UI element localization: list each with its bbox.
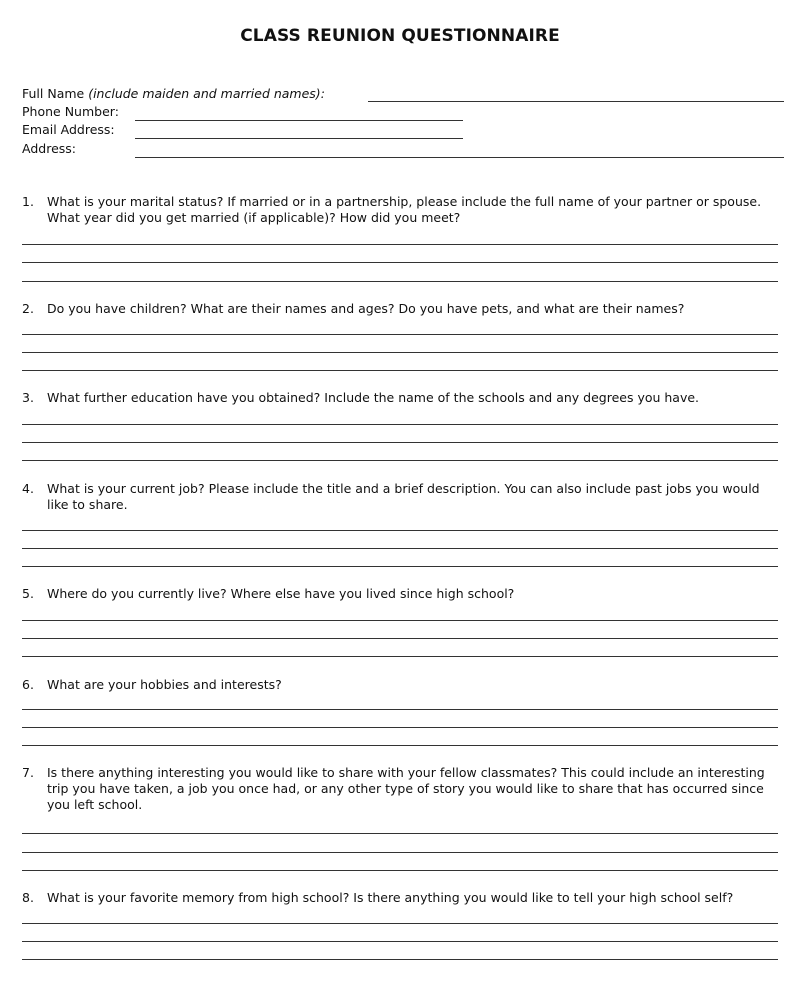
answer-line-5a[interactable] [22,620,778,621]
answer-line-1a[interactable] [22,244,778,245]
answer-line-8a[interactable] [22,923,778,924]
full-name-label-text: Full Name [22,86,89,101]
phone-number-label: Phone Number: [22,104,119,119]
answer-line-1c[interactable] [22,281,778,282]
question-6 [22,677,784,693]
question-number: 1. [22,194,34,209]
answer-line-2b[interactable] [22,352,778,353]
question-text: What further education have you obtained? Include the name of the schools and any degrees you have. [47,390,700,405]
question-3 [22,390,784,406]
answer-line-3b[interactable] [22,442,778,443]
question-number: 6. [22,677,34,692]
answer-line-7c[interactable] [22,870,778,871]
answer-line-2a[interactable] [22,334,778,335]
question-number: 2. [22,301,34,316]
question-4 [22,481,784,513]
full-name-label [22,86,325,101]
answer-line-7b[interactable] [22,852,778,853]
answer-line-6c[interactable] [22,745,778,746]
question-text: What is your favorite memory from high school? Is there anything you would like to tell your high school self? [47,890,734,905]
question-text: What is your marital status? If married or in a partnership, please include the full name of your partner or spouse. What year did you get married (if applicable)? How did you meet? [47,194,762,225]
question-number: 5. [22,586,34,601]
answer-line-5b[interactable] [22,638,778,639]
question-number: 4. [22,481,34,496]
full-name-label-suffix: : [320,86,325,101]
answer-line-6b[interactable] [22,727,778,728]
question-text: Is there anything interesting you would like to share with your fellow classmates? This could include an interesting trip you have taken, a job you once had, or any other type of story you would like to share that has occurred since you left school. [47,765,765,812]
answer-line-2c[interactable] [22,370,778,371]
phone-number-field[interactable] [135,120,463,121]
full-name-field[interactable] [368,101,784,102]
question-2 [22,301,784,317]
answer-line-3c[interactable] [22,460,778,461]
answer-line-8b[interactable] [22,941,778,942]
page-title: CLASS REUNION QUESTIONNAIRE [240,26,560,46]
question-number: 8. [22,890,34,905]
answer-line-5c[interactable] [22,656,778,657]
question-8 [22,890,784,906]
question-text: Where do you currently live? Where else have you lived since high school? [47,586,515,601]
answer-line-4c[interactable] [22,566,778,567]
email-address-field[interactable] [135,138,463,139]
address-field[interactable] [135,157,784,158]
answer-line-1b[interactable] [22,262,778,263]
address-label: Address: [22,141,76,156]
answer-line-6a[interactable] [22,709,778,710]
answer-line-4b[interactable] [22,548,778,549]
question-number: 3. [22,390,34,405]
question-7 [22,765,784,813]
answer-line-7a[interactable] [22,833,778,834]
question-5 [22,586,784,602]
email-address-label: Email Address: [22,122,115,137]
question-text: What are your hobbies and interests? [47,677,282,692]
question-number: 7. [22,765,34,780]
answer-line-4a[interactable] [22,530,778,531]
question-1 [22,194,784,226]
question-text: What is your current job? Please include the title and a brief description. You can also include past jobs you would like to share. [47,481,760,512]
answer-line-3a[interactable] [22,424,778,425]
answer-line-8c[interactable] [22,959,778,960]
question-text: Do you have children? What are their names and ages? Do you have pets, and what are their names? [47,301,685,316]
full-name-label-hint: (include maiden and married names) [88,86,321,101]
